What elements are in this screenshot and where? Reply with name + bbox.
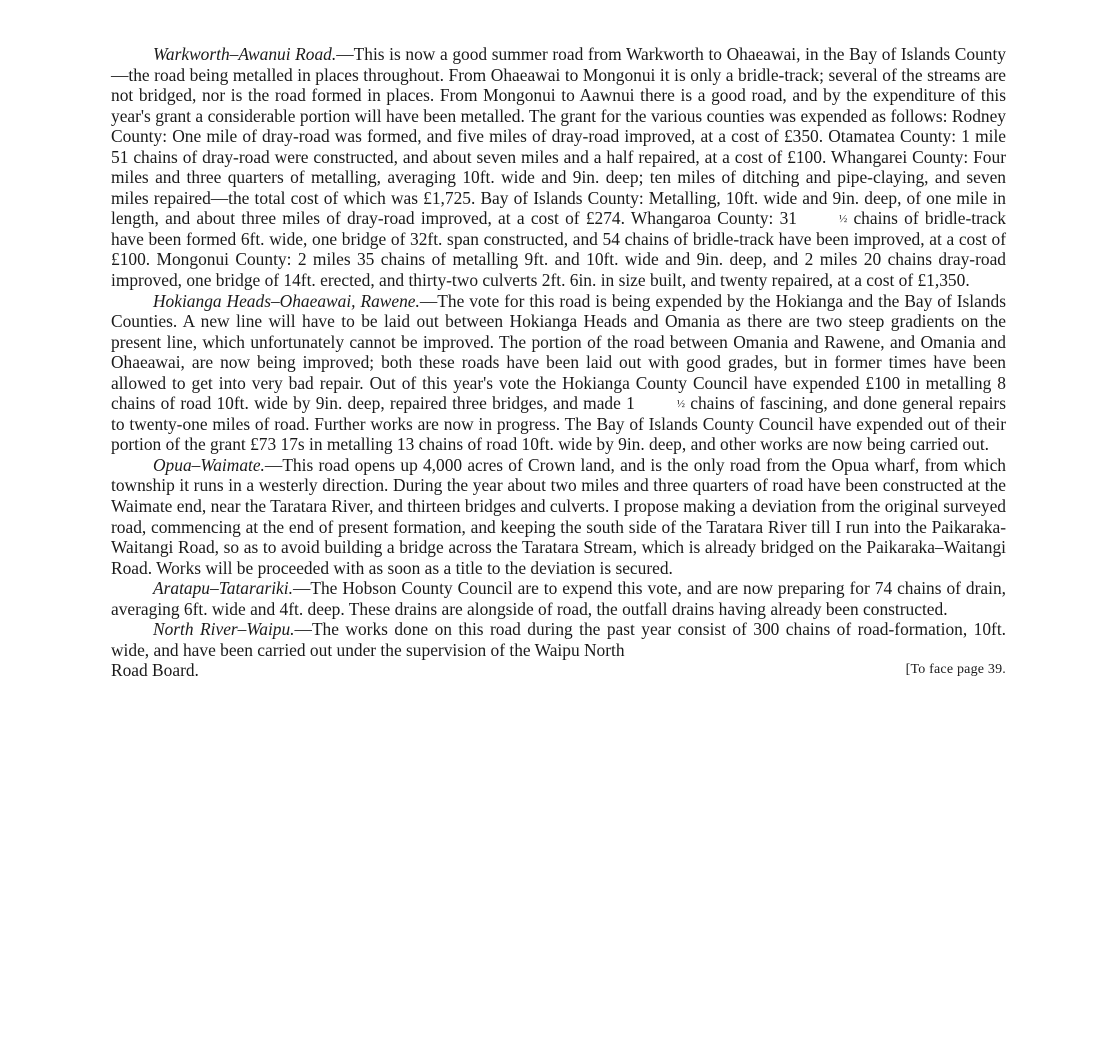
- paragraph-text: —The Hobson County Council are to expend this vote, and are now preparing for 74 chains of drain, averaging 6ft. wide and 4ft. deep. These drains are alongside of road, the outfall drains having already been constructed.: [111, 578, 1006, 619]
- paragraph-text: —The works done on this road during the past year consist of 300 chains of road-formation, 10ft. wide, and have been carried out under the supervision of the Waipu North: [111, 619, 1006, 660]
- fraction-half: ½: [676, 398, 686, 411]
- paragraph-opua-waimate: [111, 455, 1006, 578]
- paragraph-text: —This road opens up 4,000 acres of Crown land, and is the only road from the Opua wharf, from which township it runs in a westerly direction. During the year about two miles and three quarters of road have been constructed at the Waimate end, near the Taratara River, and thirteen bridges and culverts. I propose making a deviation from the original surveyed road, commencing at the end of present formation, and keeping the south side of the Taratara River till I run into the Paikaraka-Waitangi Road, so as to avoid building a bridge across the Taratara Stream, which is already bridged on the Paikaraka–Waitangi Road. Works will be proceeded with as soon as a title to the deviation is secured.: [111, 454, 1006, 578]
- paragraph-text-continued: chains of fascining, and done general repairs to twenty-one miles of road. Further works are now in progress. The Bay of Islands County Council have expended out of their portion of the grant £73 17s in metalling 13 chains of road 10ft. wide by 9in. deep, and other works are now being carried out.: [111, 393, 1006, 455]
- paragraph-warkworth-awanui: [111, 44, 1006, 291]
- document-page: [111, 44, 1006, 681]
- fraction-whole: 31: [779, 208, 797, 229]
- paragraph-last-line: Road Board.: [111, 660, 199, 681]
- paragraph-text: —The vote for this road is being expended by the Hokianga and the Bay of Islands Counties. A new line will have to be laid out between Hokianga Heads and Omania as there are two steep gradients on the present line, which unfortunately cannot be improved. The portion of the road between Omania and Rawene, and Omania and Ohaeawai, are now being improved; both these roads have been laid out with good grades, but in former times have been allowed to get into very bad repair. Out of this year's vote the Hokianga County Council have expended £100 in metalling 8 chains of road 10ft. wide by 9in. deep, repaired three bridges, and made: [111, 290, 1006, 414]
- section-heading: North River–Waipu.: [153, 619, 295, 640]
- paragraph-text-continued: chains of bridle-track have been formed 6ft. wide, one bridge of 32ft. span constructed, and 54 chains of bridle-track have been improved, at a cost of £100. Mongonui County: 2 miles 35 chains of metalling 9ft. and 10ft. wide and 9in. deep, and 2 miles 20 chains dray-road improved, one bridge of 14ft. erected, and thirty-two culverts 2ft. 6in. in size built, and twenty repaired, at a cost of £1,350.: [111, 208, 1006, 291]
- paragraph-aratapu-tatarariki: [111, 578, 1006, 619]
- section-heading: Opua–Waimate.: [153, 454, 265, 475]
- section-heading: Hokianga Heads–Ohaeawai, Rawene.: [153, 290, 420, 311]
- fraction-whole: 1: [626, 393, 635, 414]
- paragraph-text: —This is now a good summer road from Warkworth to Ohaeawai, in the Bay of Islands County—the road being metalled in places throughout. From Ohaeawai to Mongonui it is only a bridle-track; several of the streams are not bridged, nor is the road formed in places. From Mongonui to Aawnui there is a good road, and by the expenditure of this year's grant a considerable portion will have been metalled. The grant for the various counties was expended as follows: Rodney County: One mile of dray-road was formed, and five miles of dray-road improved, at a cost of £350. Otamatea County: 1 mile 51 chains of dray-road were constructed, and about seven miles and a half repaired, at a cost of £100. Whangarei County: Four miles and three quarters of metalling, averaging 10ft. wide and 9in. deep; ten miles of ditching and pipe-claying, and seven miles repaired—the total cost of which was £1,725. Bay of Islands County: Metalling, 10ft. wide and 9in. deep, of one mile in length, and about three miles of dray-road improved, at a cost of £274. Whangaroa County:: [111, 44, 1006, 229]
- section-heading: Warkworth–Awanui Road.: [153, 44, 337, 64]
- paragraph-hokianga-heads: [111, 291, 1006, 455]
- fraction-half: ½: [838, 213, 848, 226]
- face-page-note: [To face page 39.: [905, 662, 1006, 678]
- paragraph-north-river-waipu: [111, 619, 1006, 660]
- section-heading: Aratapu–Tatarariki.: [153, 578, 293, 599]
- final-line: [111, 660, 1006, 681]
